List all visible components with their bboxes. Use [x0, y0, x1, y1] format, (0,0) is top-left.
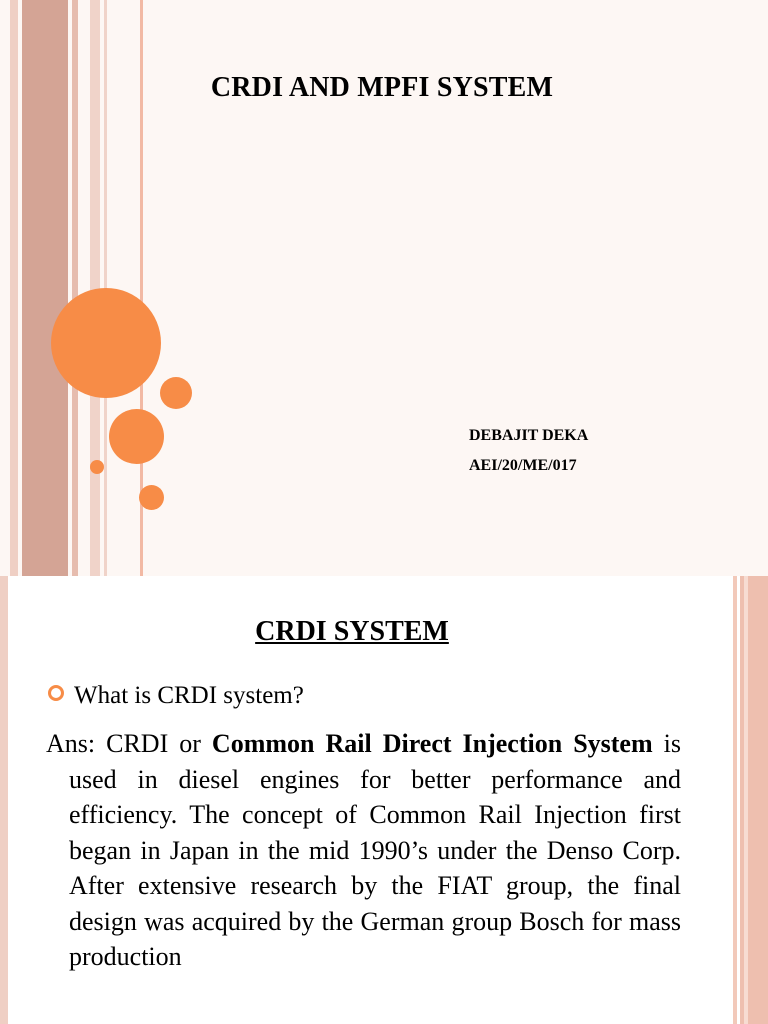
decorative-circle-large	[51, 288, 161, 398]
decorative-circle	[160, 377, 192, 409]
decorative-stripe	[72, 0, 78, 576]
decorative-circle	[90, 460, 104, 474]
bullet-text: What is CRDI system?	[74, 682, 304, 709]
author-id: AEI/20/ME/017	[469, 457, 577, 474]
answer-term: Common Rail Direct Injection System	[211, 729, 653, 758]
decorative-stripe	[10, 0, 18, 576]
answer-prefix: Ans: CRDI or	[46, 729, 212, 758]
slide-title: CRDI SYSTEM	[255, 616, 449, 647]
answer-paragraph	[46, 726, 681, 975]
decorative-circle	[109, 409, 164, 464]
answer-body: is used in diesel engines for better performance and efficiency. The concept of Common Rail Injection first began in Japan in the mid 1990’s under the Denso Corp. After extensive research by the FIAT group, the final design was acquired by the German group Bosch for mass production	[69, 729, 681, 971]
decorative-stripe	[744, 576, 748, 1024]
author-name: DEBAJIT DEKA	[469, 427, 589, 444]
content-slide	[0, 576, 768, 1024]
bullet-item	[48, 682, 304, 710]
slide-title: CRDI AND MPFI SYSTEM	[210, 72, 554, 103]
decorative-stripe	[22, 0, 68, 576]
decorative-circle	[139, 485, 164, 510]
bullet-ring-icon	[48, 685, 64, 701]
decorative-stripe	[733, 576, 737, 1024]
